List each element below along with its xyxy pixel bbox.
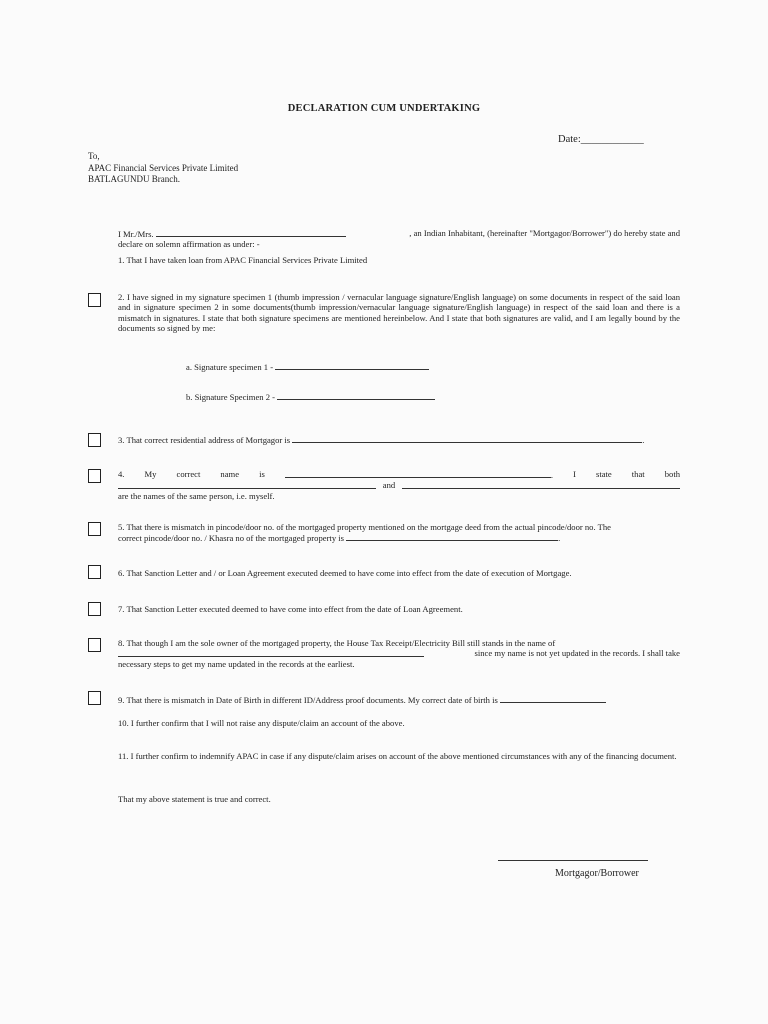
clause-5-line2: correct pincode/door no. / Khasra no of the mortgaged property is (118, 533, 344, 544)
clause-4-checkbox[interactable] (88, 469, 101, 483)
clause-3-text: 3. That correct residential address of Mortgagor is (118, 435, 291, 445)
clause-4-word: I (573, 469, 576, 479)
clause-9-checkbox[interactable] (88, 691, 101, 705)
intro-paragraph (118, 228, 680, 250)
clause-4-word: My (144, 469, 157, 479)
clause-2-checkbox[interactable] (88, 293, 101, 307)
clause-3: 3. That correct residential address of Mortgagor is . (118, 435, 645, 445)
clause-4-word: 4. (118, 469, 125, 479)
to-label: To, (88, 151, 100, 161)
addressee-block (88, 151, 238, 186)
specimen-a-blank[interactable] (275, 361, 429, 370)
correct-name-blank[interactable] (285, 469, 551, 478)
name-variant-2-blank[interactable] (402, 480, 680, 489)
addressee-company: APAC Financial Services Private Limited (88, 162, 239, 173)
clause-4-word: state (595, 469, 612, 479)
document-title: DECLARATION CUM UNDERTAKING (287, 103, 481, 114)
clause-5-line1: 5. That there is mismatch in pincode/door no. of the mortgaged property mentioned on the mortgage deed from the actual pincode/door no. The (118, 522, 611, 532)
clause-4-word: that (631, 469, 645, 479)
clause-4-line3: are the names of the same person, i.e. myself. (118, 490, 275, 501)
clause-4: 4. My correct name is . I state that both and are the names of the same person, i.e. myself. (118, 469, 680, 501)
clause-4-and: and (382, 480, 396, 491)
addressee-branch: BATLAGUNDU Branch. (88, 174, 180, 184)
address-blank[interactable] (292, 434, 642, 443)
clause-4-word: name (220, 469, 240, 479)
dob-blank[interactable] (500, 694, 606, 703)
clause-4-word: correct (176, 469, 201, 479)
intro-prefix: I Mr./Mrs. (118, 229, 154, 239)
clause-9 (118, 694, 680, 705)
pincode-blank[interactable] (346, 532, 558, 541)
clause-11: 11. I further confirm to indemnify APAC in case if any dispute/claim arises on account of the above mentioned circumstances with any of the financing document. (118, 751, 677, 761)
specimen-b-label: b. Signature Specimen 2 - (186, 392, 276, 402)
date-field[interactable]: Date:____________ (558, 134, 644, 145)
clause-4-word: both (664, 469, 680, 479)
intro-suffix: , an Indian Inhabitant, (hereinafter "Mortgagor/Borrower") do hereby state and (409, 228, 680, 238)
signature-line[interactable] (498, 860, 648, 861)
clause-7-checkbox[interactable] (88, 602, 101, 616)
clause-10: 10. I further confirm that I will not raise any dispute/claim an account of the above. (118, 718, 405, 728)
clause-5-checkbox[interactable] (88, 522, 101, 536)
clause-2: 2. I have signed in my signature specimen 1 (thumb impression / vernacular language signature/English language) on some documents in respect of the said loan and in signature specimen 2 in some documents(thumb impression/vernacular language signature/English language) in respect of the said loan and there is a mismatch in signatures. I state that both signature specimens are mentioned hereinbelow. And I state that both signatures are valid, and I am legally bound by the documents so signed by me: (118, 292, 680, 334)
clause-3-checkbox[interactable] (88, 433, 101, 447)
clause-8-line3: necessary steps to get my name updated in the records at the earliest. (118, 658, 355, 669)
clause-7: 7. That Sanction Letter executed deemed to have come into effect from the date of Loan Agreement. (118, 604, 463, 614)
clause-4-word: is (259, 469, 265, 479)
name-variant-1-blank[interactable] (118, 480, 376, 489)
clause-9-text: 9. That there is mismatch in Date of Birth in different ID/Address proof documents. My correct date of birth is (118, 695, 498, 705)
tax-receipt-name-blank[interactable] (118, 648, 424, 657)
specimen-b (186, 391, 435, 402)
specimen-a-label: a. Signature specimen 1 - (186, 362, 274, 372)
clause-8 (118, 638, 680, 669)
specimen-b-blank[interactable] (277, 391, 435, 400)
specimen-a (186, 361, 429, 372)
statement: That my above statement is true and correct. (118, 794, 271, 804)
clause-6: 6. That Sanction Letter and / or Loan Agreement executed deemed to have come into effect from the date of execution of Mortgage. (118, 568, 572, 578)
intro-line2: declare on solemn affirmation as under: - (118, 239, 260, 250)
clause-8-line1: 8. That though I am the sole owner of the mortgaged property, the House Tax Receipt/Electricity Bill still stands in the name of (118, 638, 556, 648)
clause-8-checkbox[interactable] (88, 638, 101, 652)
name-blank[interactable] (156, 228, 346, 237)
clause-8-line2: since my name is not yet updated in the records. I shall take (474, 648, 680, 659)
clause-1: 1. That I have taken loan from APAC Financial Services Private Limited (118, 255, 368, 265)
clause-6-checkbox[interactable] (88, 565, 101, 579)
clause-5: 5. That there is mismatch in pincode/door no. of the mortgaged property mentioned on the mortgage deed from the actual pincode/door no. The correct pincode/door no. / Khasra no of the mortgaged property is . (118, 522, 680, 544)
signature-label: Mortgagor/Borrower (555, 868, 639, 879)
